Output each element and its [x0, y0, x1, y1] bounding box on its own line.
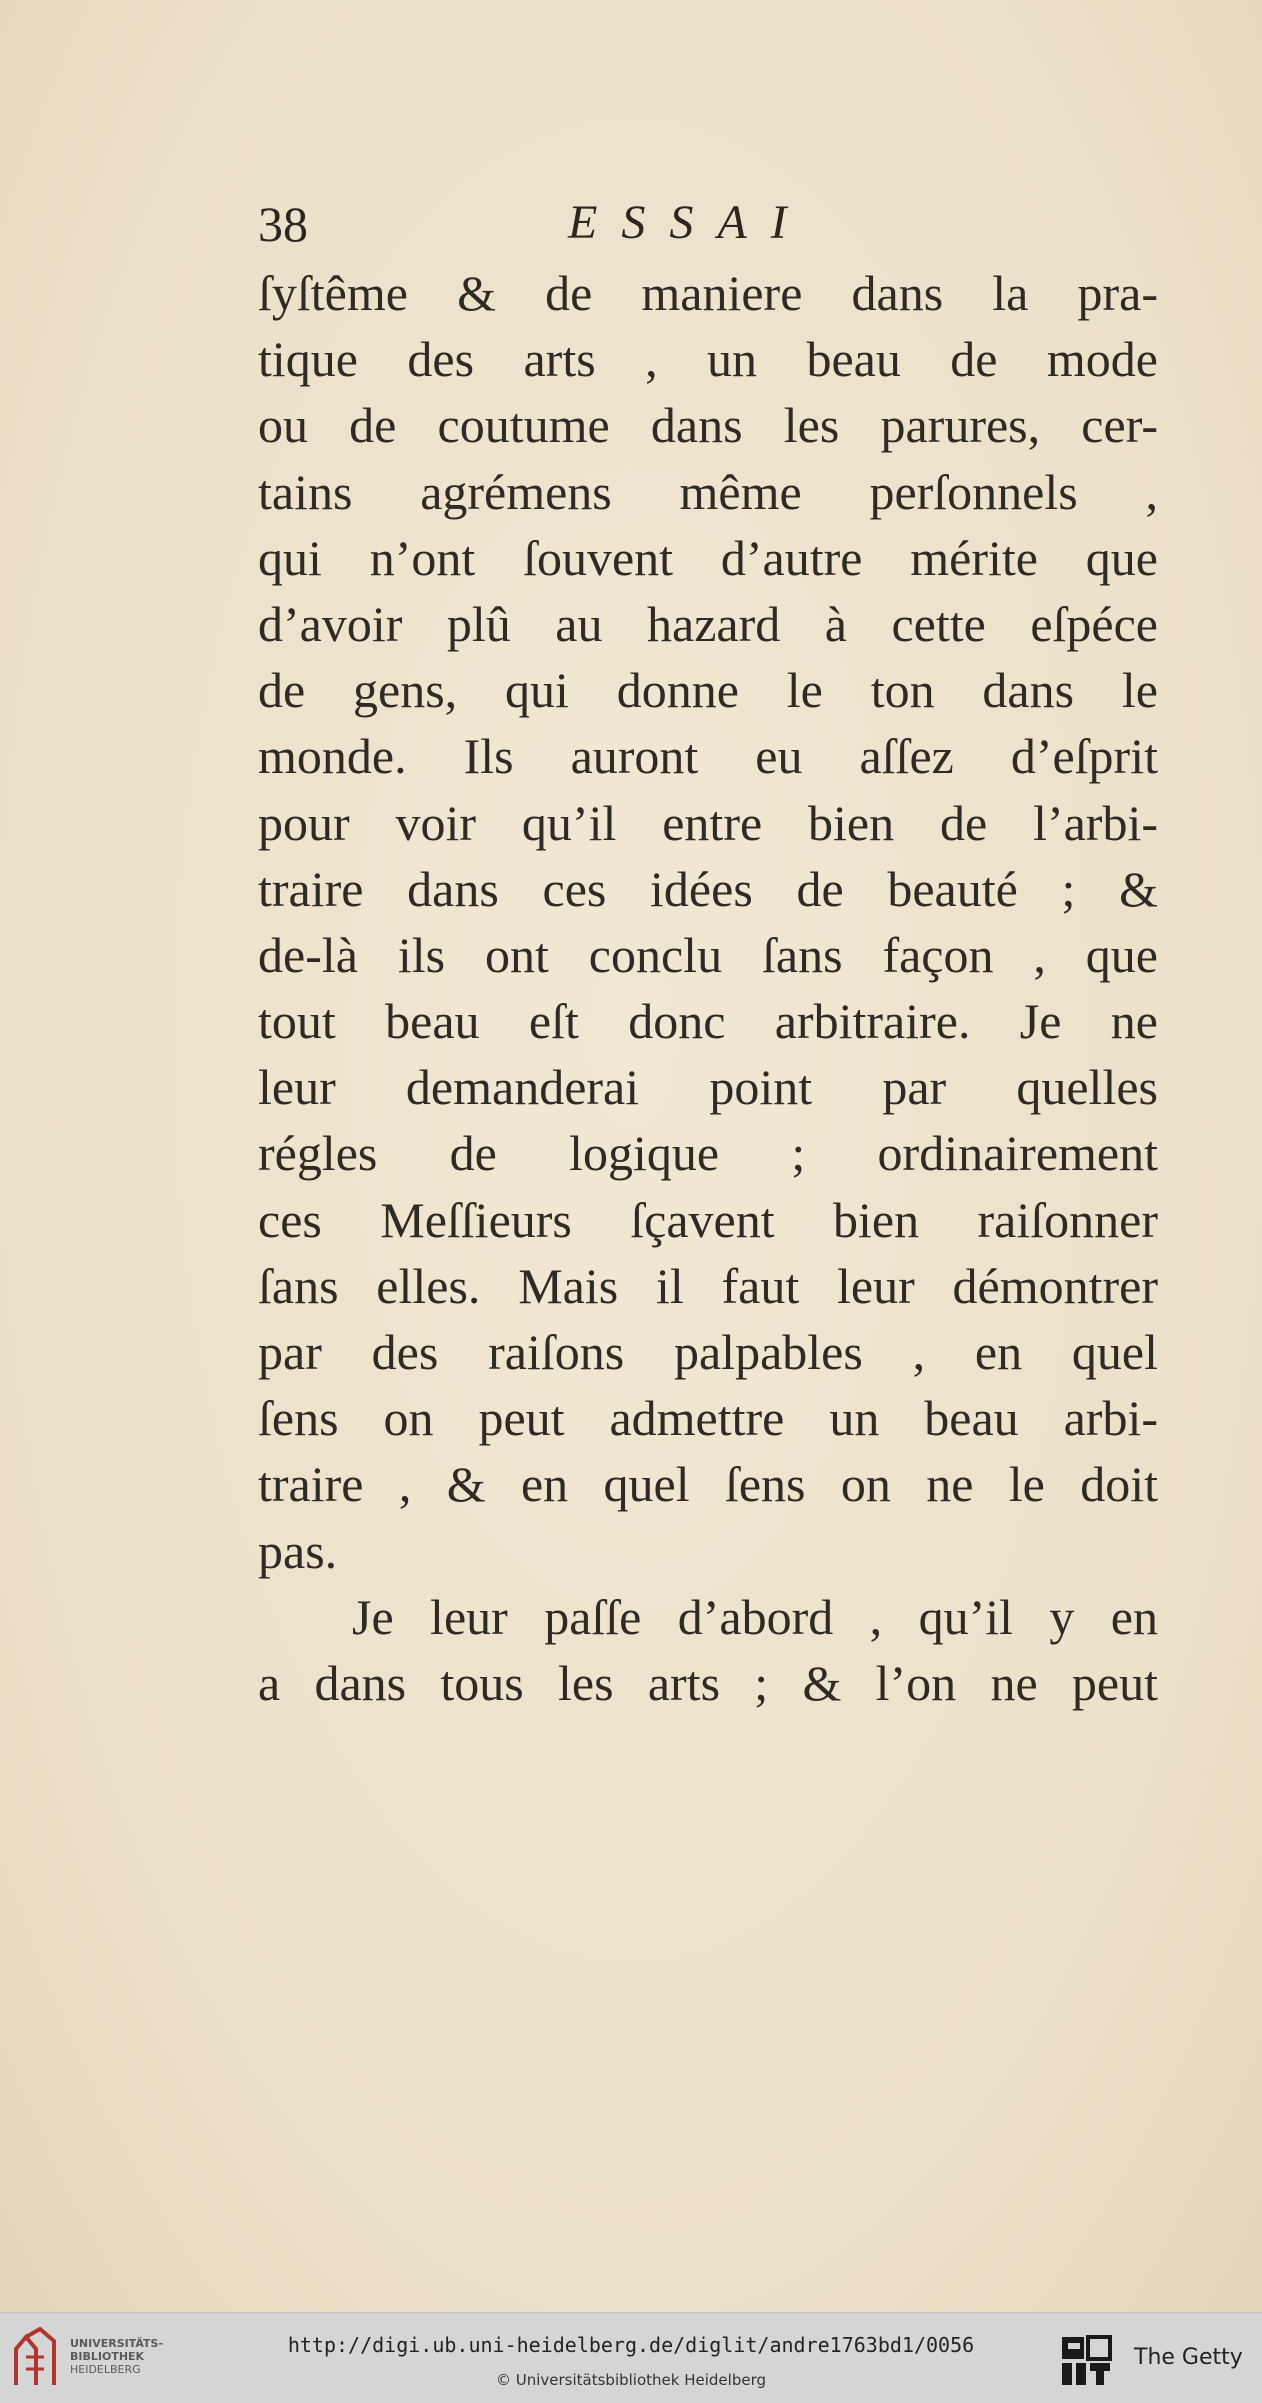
- text-line: ſens on peut admettre un beau arbi-: [258, 1390, 1158, 1447]
- page-number: 38: [258, 196, 308, 252]
- text-line: ces Meſſieurs ſçavent bien raiſonner: [258, 1191, 1158, 1248]
- text-line: pour voir qu’il entre bien de l’arbi-: [258, 794, 1158, 851]
- text-line: tique des arts , un beau de mode: [258, 331, 1158, 388]
- text-line: de gens, qui donne le ton dans le: [258, 662, 1158, 719]
- text-line: ſans elles. Mais il faut leur démontrer: [258, 1257, 1158, 1314]
- permalink-url[interactable]: http://digi.ub.uni-heidelberg.de/diglit/andre1763bd1/0056: [287, 2333, 975, 2357]
- text-line: d’avoir plû au hazard à cette eſpéce: [258, 595, 1158, 652]
- text-line: ſyſtême & de maniere dans la pra-: [258, 265, 1158, 321]
- text-line: par des raiſons palpables , en quel: [258, 1324, 1158, 1380]
- page-header: [258, 195, 1158, 255]
- viewer-footer: [0, 2312, 1262, 2403]
- text-line: qui n’ont ſouvent d’autre mérite que: [258, 529, 1158, 586]
- text-line: leur demanderai point par quelles: [258, 1059, 1158, 1116]
- text-line: pas.: [258, 1522, 338, 1579]
- text-line: tout beau eſt donc arbitraire. Je ne: [258, 993, 1158, 1050]
- text-line: traire dans ces idées de beauté ; &: [258, 860, 1158, 917]
- partner-name: The Getty: [1134, 2345, 1243, 2370]
- text-line: régles de logique ; ordinairement: [258, 1125, 1158, 1182]
- text-line: monde. Ils auront eu aſſez d’eſprit: [258, 728, 1158, 785]
- text-line: a dans tous les arts ; & l’on ne peut: [258, 1654, 1158, 1711]
- text-line: de-là ils ont conclu ſans façon , que: [258, 926, 1158, 983]
- library-name-line: HEIDELBERG: [70, 2363, 141, 2376]
- running-head: ESSAI: [568, 196, 811, 249]
- text-line: ou de coutume dans les parures, cer-: [258, 397, 1158, 454]
- text-line: tains agrémens même perſonnels ,: [258, 463, 1158, 520]
- text-line: traire , & en quel ſens on ne le doit: [258, 1456, 1158, 1513]
- copyright-notice: © Universitätsbibliothek Heidelberg: [495, 2371, 766, 2389]
- library-name-line: BIBLIOTHEK: [70, 2350, 145, 2363]
- body-text: [258, 260, 1158, 1716]
- getty-logo-icon: [1058, 2333, 1114, 2389]
- text-line: Je leur paſſe d’abord , qu’il y en: [352, 1588, 1158, 1645]
- library-name-line: UNIVERSITÄTS-: [70, 2337, 164, 2350]
